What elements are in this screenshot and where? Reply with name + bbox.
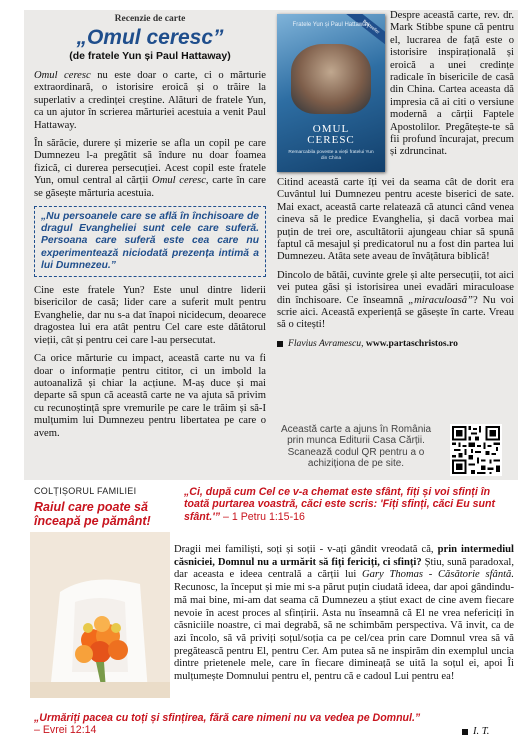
qr-code-icon[interactable] — [450, 424, 502, 476]
square-bullet-icon-2 — [462, 729, 468, 735]
paragraph-childhood — [34, 138, 266, 200]
paragraph-escape-b: ? Nu voi scrie aici. Această experiență se găsește în carte. Vreau să o citești! — [277, 294, 514, 331]
paragraph-childhood-a: În sărăcie, durere și mizerie se afla un copil pe care Dumnezeu l-a pregătit să îndure nu doar foamea fizică, ci durerea persecuției. Acest copil este fratele Yun, omul central al cărții — [34, 138, 266, 187]
book-cover-image — [277, 14, 385, 172]
family-text-a: Dragii mei familiști, soți și soții - v-ați gândit vreodată că, — [174, 544, 434, 555]
family-paragraph — [174, 544, 514, 684]
footer-signature — [462, 726, 489, 737]
footer-reference: – Evrei 12:14 — [34, 724, 97, 736]
family-text-c: Știu, sună paradoxal, dar aceasta e ideea centrală a cărții lui — [174, 556, 514, 581]
article-title: „Omul ceresc” — [76, 26, 224, 49]
family-kicker: COLȚIȘORUL FAMILIEI — [34, 486, 137, 496]
square-bullet-icon — [277, 341, 283, 347]
verse-reference: – 1 Petru 1:15-16 — [220, 510, 305, 523]
review-right-top — [390, 10, 514, 165]
book-title-emphasis: Omul ceresc — [34, 70, 91, 81]
review-signature — [277, 338, 514, 349]
section-kicker: Recenzie de carte — [114, 14, 186, 24]
paragraph-intro — [34, 70, 266, 132]
family-corner-header — [34, 486, 176, 528]
paragraph-intro-text: nu este doar o carte, ci o mărturie extraordinară, o istorisire eroică și o trăire la superlativ a credinței creștine. Alături de fratele Yun, ca un ajutor în scrierea mărturiei acestuia a venit Paul Hattaway. — [34, 70, 266, 131]
paragraph-thirst: Citind această carte îți vei da seama cât de dorit era Cuvântul lui Dumnezeu pentru aceste biserici de sate. Mai exact, această carte relatează că atunci când venea cineva să le predice Evanghelia, și dacă vorbea mai puțin de trei ore, ascultătorii ajungeau chiar să spună faptul că mesajul și predicatorul nu a fost din partea lui Dumnezeu. Atâta sete aveau de învățătura biblică! — [277, 177, 514, 263]
book-cover-ribbon: Bestseller — [344, 14, 385, 49]
paragraph-escape — [277, 270, 514, 332]
paragraph-impact: Ca orice mărturie cu impact, această carte nu va fi doar o informație pentru cititor, ci un imbold la autoanaliză și chiar la acțiune. M-aș duce și mai departe să spun că această carte ne va ajuta să privim cu recunoștință spre vremurile pe care le trăim și să-I mulțumim lui Dumnezeu pentru libertatea pe care o avem. — [34, 353, 266, 439]
family-book-title: Gary Thomas - Căsătorie sfântă. — [361, 569, 515, 581]
signature-site: www.partaschristos.ro — [365, 337, 458, 349]
paragraph-who-is-yun: Cine este fratele Yun? Este unul dintre liderii bisericilor de casă; lider care a suferit mult pentru Evanghelie, dar nu s-a dat înapoi nicidecum, deoarece dragostea lui era atât pentru Cel care este dătătorul vieții, cât și pentru cei care l-au persecutat. — [34, 285, 266, 346]
signature-name: Flavius Avramescu, — [288, 337, 364, 349]
purchase-note: Această carte a ajuns în România prin munca Editurii Casa Cărții. Scanează codul QR pentru a o achiziționa de pe site. — [280, 424, 432, 470]
footer-initials: I. T. — [473, 726, 490, 737]
family-title: Raiul care poate să înceapă pe pământ! — [34, 500, 151, 528]
miraculous-emphasis: „miraculoasă” — [408, 294, 473, 306]
book-cover-title-1: OMUL — [312, 123, 350, 135]
wedding-bouquet-photo — [30, 532, 170, 698]
family-text-d: Recunosc, la început și mie mi s-a părut puțin ciudată ideea, dar apoi gândindu-mă mai bine, mi-am dat seama că Dumnezeu a știut exact de cine avem fiecare nevoie în acest proces al sfințirii. Asta nu înseamnă că El ne vrea nefericiți în căsniciile noastre, ci mai degrabă, să ne schimbăm perspectiva. Vă invit, ca de azi încolo, să vă priviți soțul/soția ca pe cel/cea prin care Domnul vrea să vă pregătească pentru El, pentru Cer. Am putea să ne inspirăm din exemplul uncia dintre prietenele mele, care în fiecare dimineață se uită la soțul ei, apoi Îi mulțumește Domnului pentru el, pentru că e cadoul Lui pentru ea! — [174, 582, 514, 683]
paragraph-escape-a: Dincolo de bătăi, cuvinte grele și alte persecuții, tot aici vei putea găsi și istorisirea unei evadări miraculoase din închisoare. Ce înseamnă — [277, 269, 514, 306]
family-article — [174, 544, 514, 690]
family-verse — [184, 486, 514, 523]
book-cover-subtitle: Remarcabila poveste a vieții fratelui Yun din China — [288, 150, 374, 161]
article-subtitle: (de fratele Yun și Paul Hattaway) — [69, 50, 231, 62]
family-text-bold: prin intermediul căsniciei, Domnul nu a urmărit să fiți fericiți, ci sfinți? — [174, 544, 514, 568]
review-left-column — [34, 14, 266, 446]
book-cover-portrait — [291, 44, 371, 114]
verse-text: „Ci, după cum Cel ce v-a chemat este sfânt, fiți și voi sfinți în toată purtarea voastră, căci este scris: 'Fiți sfinți, căci Eu sunt sfânt.'” — [184, 486, 496, 523]
book-title-emphasis-2: Omul ceresc — [152, 175, 206, 187]
pull-quote: „Nu persoanele care se află în închisoare de dragul Evangheliei sunt cele care suferă. Persoana care suferă este cea care nu experimentează niciodată prezența intimă a lui Dumnezeu.” — [34, 206, 266, 277]
book-cover-title — [277, 124, 385, 146]
book-cover-title-2: CERESC — [307, 134, 355, 146]
review-right-column — [277, 177, 514, 349]
paragraph-stibbe: Despre această carte, rev. dr. Mark Stibbe spune că pentru el, lucrarea de față este o istorisire inspirațională și eroică a unei credințe radicale în bisericile de casă din China. Cartea aceasta dă impresia că ai citi o versiune modernă a cărții Faptele Apostolilor. Pregătește-te să fii profund încurajat, precum și zdruncinat. — [390, 10, 514, 158]
paragraph-childhood-b: , carte în care se găsește mărturia acestuia. — [34, 175, 267, 199]
footer-quote: „Urmăriți pacea cu toți și sfințirea, fără care nimeni nu va vedea pe Domnul.” — [34, 712, 421, 724]
book-cover-authors: Fratele Yun și Paul Hattaway — [292, 22, 370, 28]
